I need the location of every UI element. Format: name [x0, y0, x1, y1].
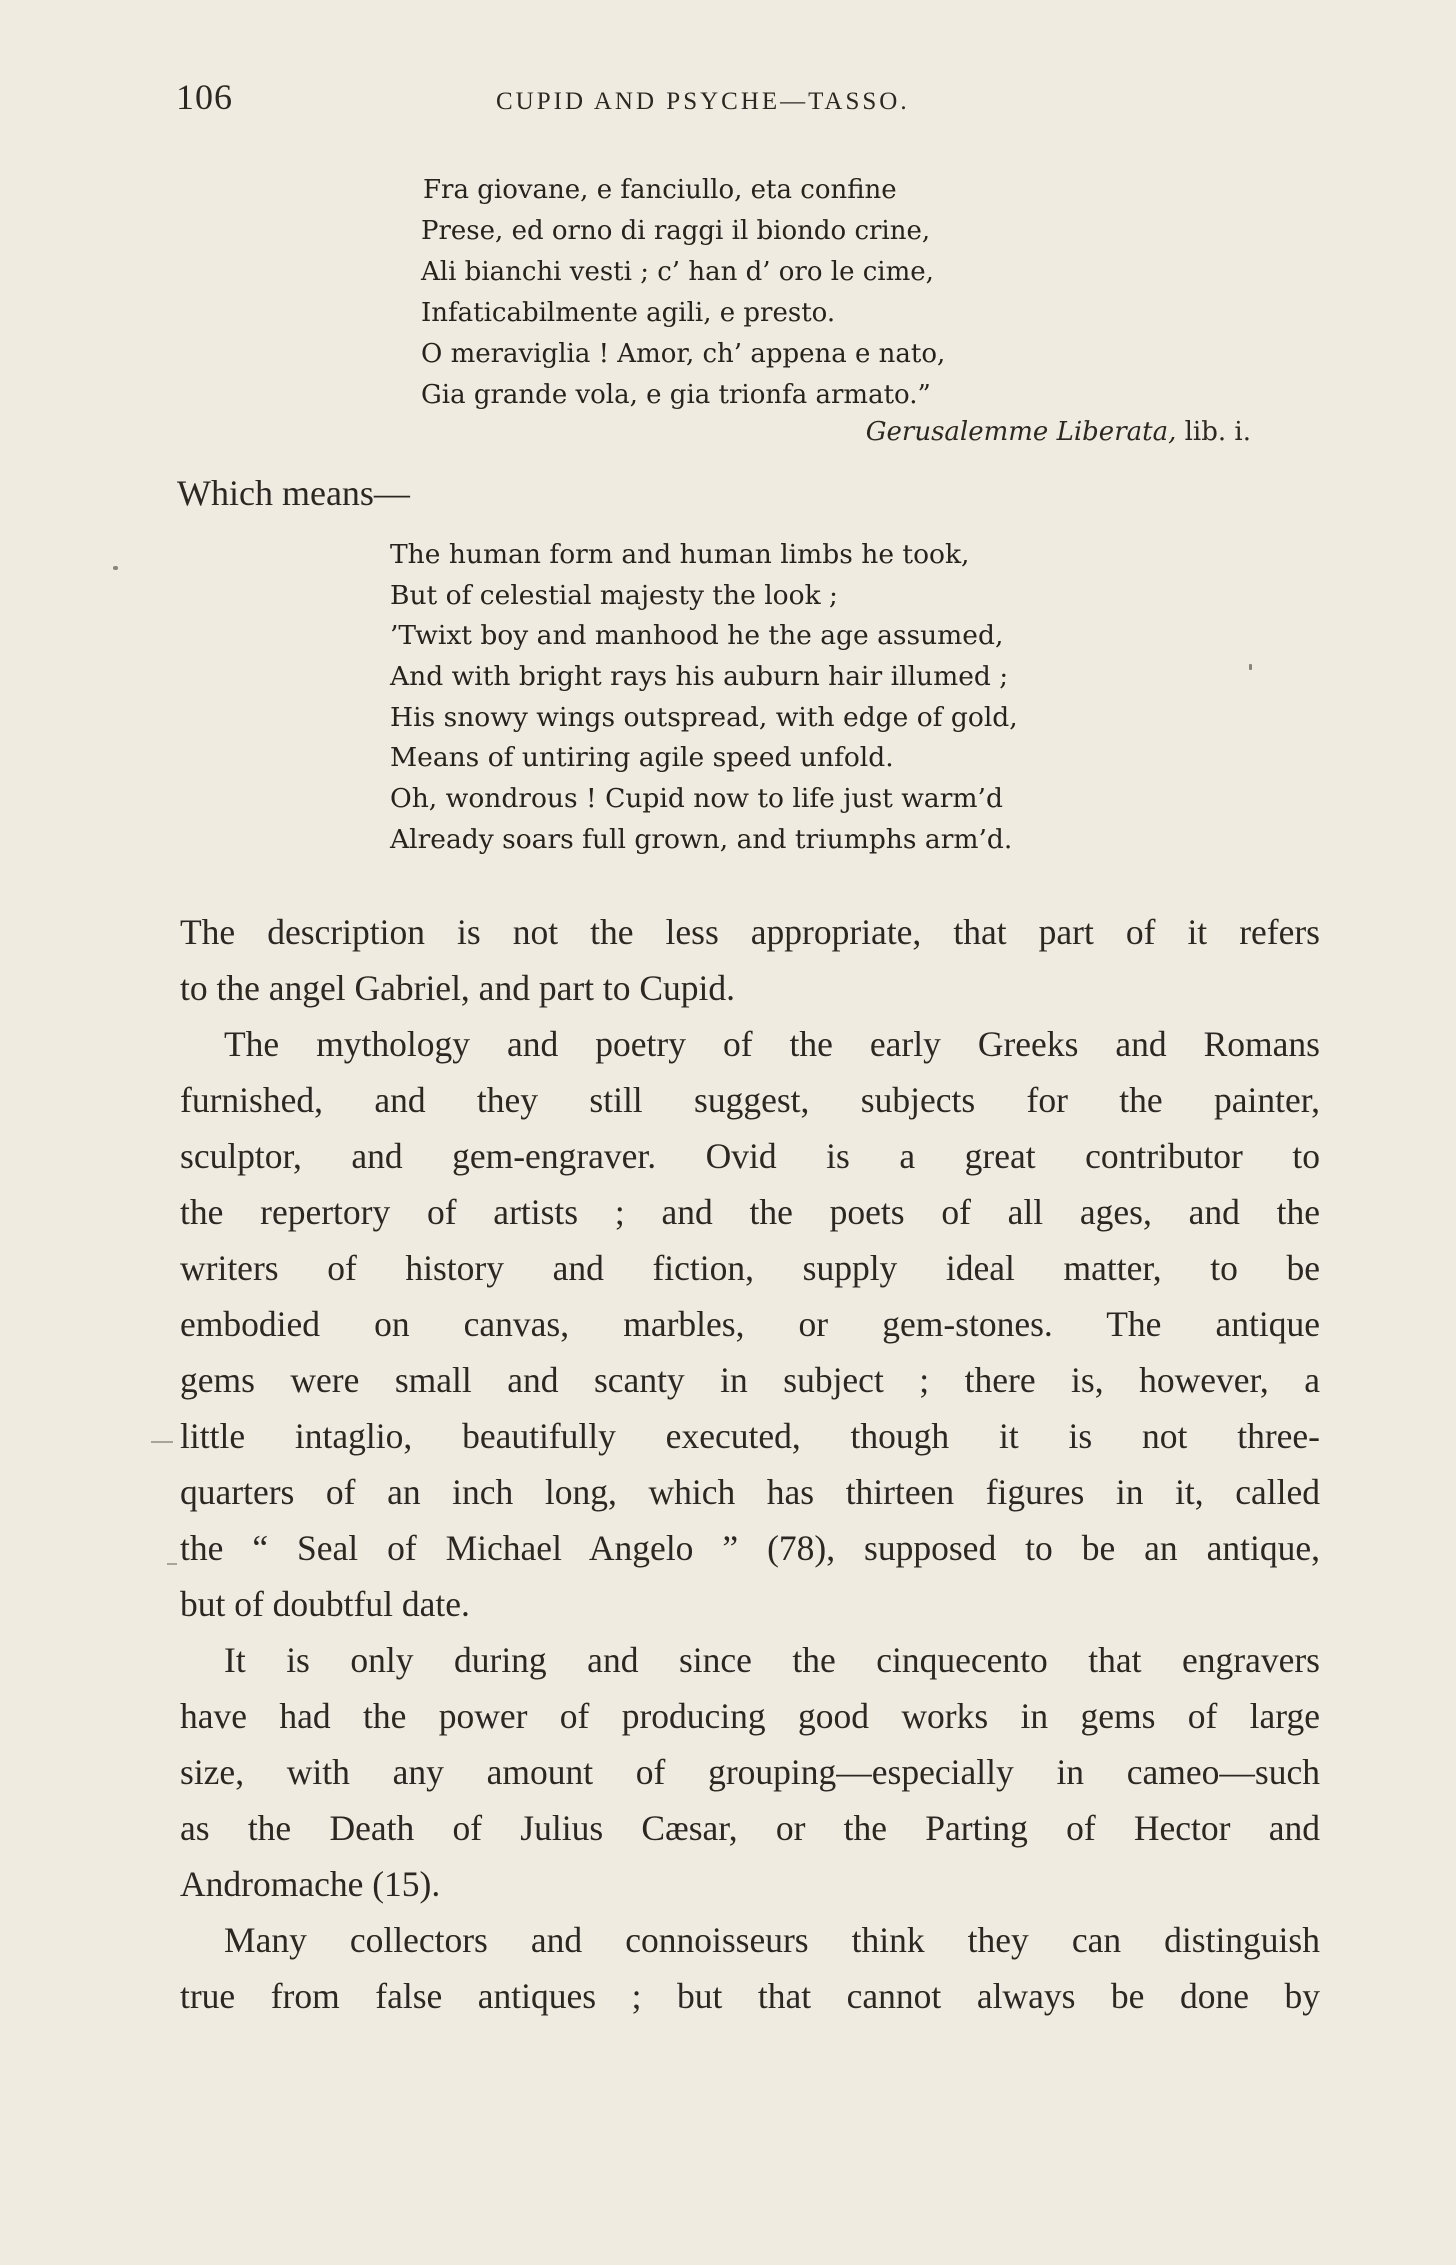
text-line: the repertory of artists ; and the poets of all ages, and the: [180, 1192, 1320, 1232]
verse-attribution: [421, 417, 1251, 447]
verse-line: Ali bianchi vesti ; c’ han d’ oro le cime,: [421, 257, 934, 287]
margin-mark: [151, 1441, 173, 1443]
verse-line: Fra giovane, e fanciullo, eta confine: [423, 175, 897, 205]
verse-line: ’Twixt boy and manhood he the age assumed,: [390, 620, 1004, 652]
attribution-reference: lib. i.: [1184, 417, 1251, 447]
running-head: CUPID AND PSYCHE—TASSO.: [496, 88, 910, 115]
text-line: furnished, and they still suggest, subjects for the painter,: [180, 1080, 1320, 1120]
text-line: have had the power of producing good works in gems of large: [180, 1696, 1320, 1736]
verse-line: O meraviglia ! Amor, ch’ appena e nato,: [421, 339, 946, 369]
text-line: little intaglio, beautifully executed, though it is not three-: [180, 1416, 1320, 1456]
verse-line: The human form and human limbs he took,: [390, 539, 970, 570]
text-line: The mythology and poetry of the early Greeks and Romans: [224, 1024, 1320, 1064]
text-line: as the Death of Julius Cæsar, or the Parting of Hector and: [180, 1808, 1320, 1848]
page-header: [176, 76, 1321, 126]
translation-intro: Which means—: [177, 473, 410, 513]
text-line: to the angel Gabriel, and part to Cupid.: [180, 968, 736, 1008]
verse-line: Gia grande vola, e gia trionfa armato.”: [421, 380, 931, 410]
verse-line: Means of untiring agile speed unfold.: [390, 742, 894, 774]
body-text: [180, 904, 1320, 2024]
attribution-title: Gerusalemme Liberata,: [865, 417, 1177, 447]
english-verse: [390, 535, 1018, 861]
text-line: writers of history and fiction, supply ideal matter, to be: [180, 1248, 1320, 1288]
text-line: but of doubtful date.: [180, 1584, 470, 1624]
verse-line: And with bright rays his auburn hair illumed ;: [390, 661, 1009, 693]
margin-mark: [1249, 664, 1252, 670]
page-number: 106: [176, 77, 233, 117]
margin-mark: [113, 566, 118, 570]
text-line: size, with any amount of grouping—especially in cameo—such: [180, 1752, 1320, 1792]
text-line: gems were small and scanty in subject ; there is, however, a: [180, 1360, 1320, 1400]
text-line: quarters of an inch long, which has thirteen figures in it, called: [180, 1472, 1320, 1512]
verse-line: Already soars full grown, and triumphs arm’d.: [390, 823, 1013, 855]
text-line: the “ Seal of Michael Angelo ” (78), supposed to be an antique,: [180, 1528, 1320, 1568]
verse-line: But of celestial majesty the look ;: [390, 579, 838, 611]
text-line: true from false antiques ; but that cannot always be done by: [180, 1976, 1320, 2016]
text-line: The description is not the less appropriate, that part of it refers: [180, 912, 1320, 952]
text-line: It is only during and since the cinquecento that engravers: [224, 1640, 1320, 1680]
text-line: Many collectors and connoisseurs think they can distinguish: [224, 1920, 1320, 1960]
text-line: sculptor, and gem-engraver. Ovid is a great contributor to: [180, 1136, 1320, 1176]
verse-line: His snowy wings outspread, with edge of gold,: [390, 701, 1018, 733]
italian-verse: [421, 170, 945, 416]
verse-line: Infaticabilmente agili, e presto.: [421, 298, 836, 328]
text-line: embodied on canvas, marbles, or gem-stones. The antique: [180, 1304, 1320, 1344]
text-line: Andromache (15).: [180, 1864, 441, 1904]
verse-line: Prese, ed orno di raggi il biondo crine,: [421, 216, 931, 246]
margin-mark: [167, 1563, 177, 1565]
verse-line: Oh, wondrous ! Cupid now to life just warm’d: [390, 783, 1003, 815]
